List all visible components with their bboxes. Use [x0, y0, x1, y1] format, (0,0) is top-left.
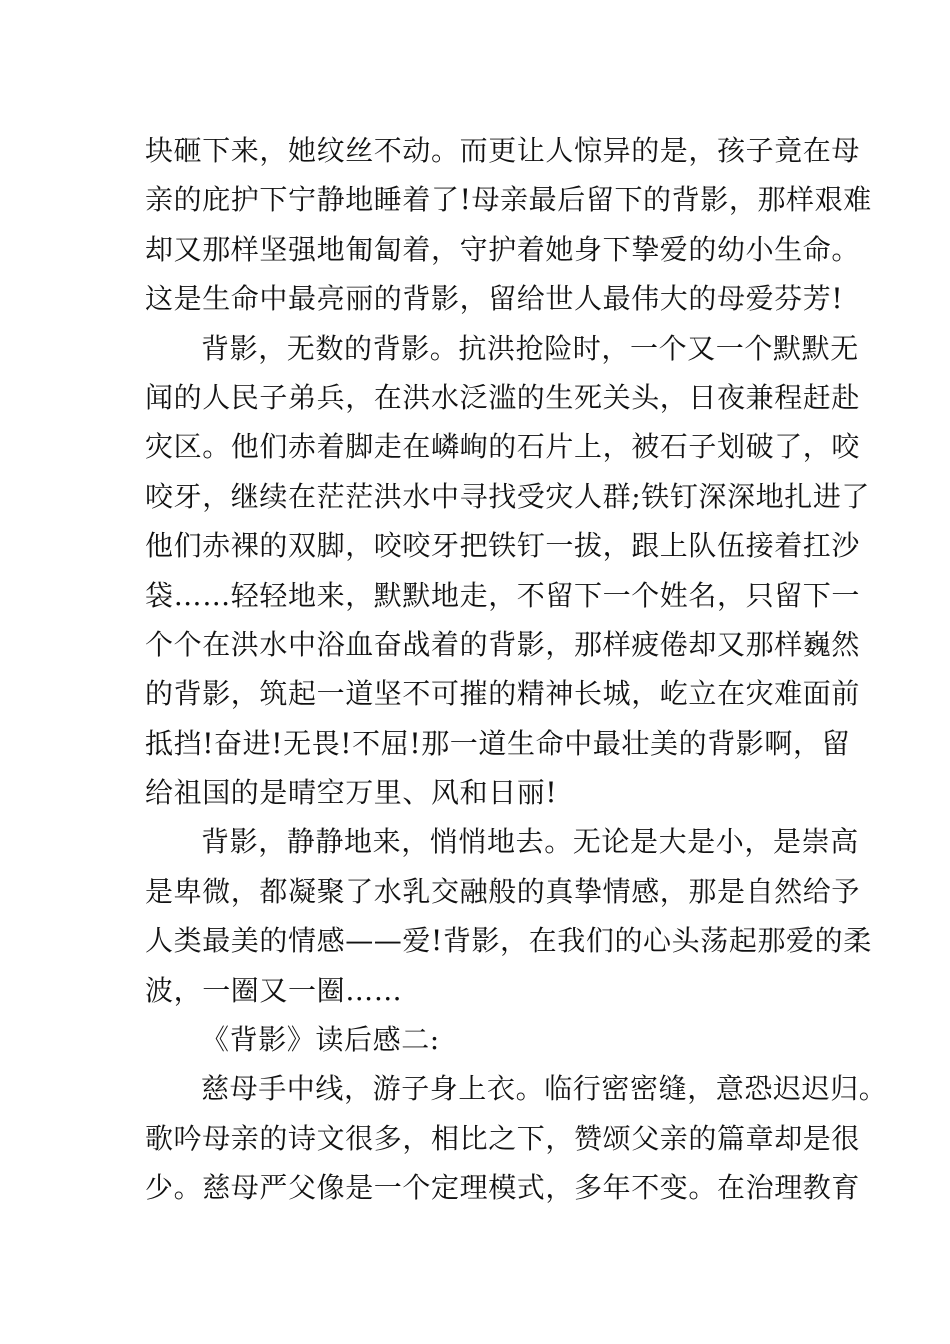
- text-line: 闻的人民子弟兵，在洪水泛滥的生死关头，日夜兼程赶赴: [145, 380, 861, 414]
- text-line: 是卑微，都凝聚了水乳交融般的真挚情感，那是自然给予: [145, 874, 861, 908]
- text-line: 波，一圈又一圈……: [145, 973, 403, 1007]
- text-line: 少。慈母严父像是一个定理模式，多年不变。在治理教育: [145, 1171, 861, 1205]
- paragraph-first-line: 背影，静静地来，悄悄地去。无论是大是小，是崇高: [201, 825, 859, 859]
- text-line: 个个在洪水中浴血奋战着的背影，那样疲倦却又那样巍然: [145, 627, 861, 661]
- text-line: 歌吟母亲的诗文很多，相比之下，赞颂父亲的篇章却是很: [145, 1121, 861, 1155]
- text-line: 袋……轻轻地来，默默地走，不留下一个姓名，只留下一: [145, 578, 861, 612]
- text-line: 给祖国的是晴空万里、风和日丽!: [145, 776, 558, 810]
- text-line: 人类最美的情感——爱!背影，在我们的心头荡起那爱的柔: [145, 924, 872, 958]
- text-line: 亲的庇护下宁静地睡着了!母亲最后留下的背影，那样艰难: [145, 183, 872, 217]
- text-line: 咬牙，继续在茫茫洪水中寻找受灾人群;铁钉深深地扎进了: [145, 479, 871, 513]
- text-line: 块砸下来，她纹丝不动。而更让人惊异的是，孩子竟在母: [145, 134, 861, 167]
- text-line: 灾区。他们赤着脚走在嶙峋的石片上，被石子划破了，咬: [145, 430, 861, 464]
- section-heading: 《背影》读后感二:: [201, 1023, 440, 1057]
- paragraph-first-line: 背影，无数的背影。抗洪抢险时，一个又一个默默无: [201, 331, 859, 365]
- text-line: 他们赤裸的双脚，咬咬牙把铁钉一拔，跟上队伍接着扛沙: [145, 529, 861, 563]
- text-line: 抵挡!奋进!无畏!不屈!那一道生命中最壮美的背影啊，留: [145, 726, 851, 760]
- body-text: [145, 126, 888, 1213]
- paragraph-first-line: 慈母手中线，游子身上衣。临行密密缝，意恐迟迟归。: [201, 1072, 888, 1106]
- text-line: 却又那样坚强地匍匐着，守护着她身下挚爱的幼小生命。: [145, 232, 861, 266]
- text-line: 的背影，筑起一道坚不可摧的精神长城，屹立在灾难面前: [145, 677, 861, 711]
- text-line: 这是生命中最亮丽的背影，留给世人最伟大的母爱芬芳!: [145, 282, 844, 316]
